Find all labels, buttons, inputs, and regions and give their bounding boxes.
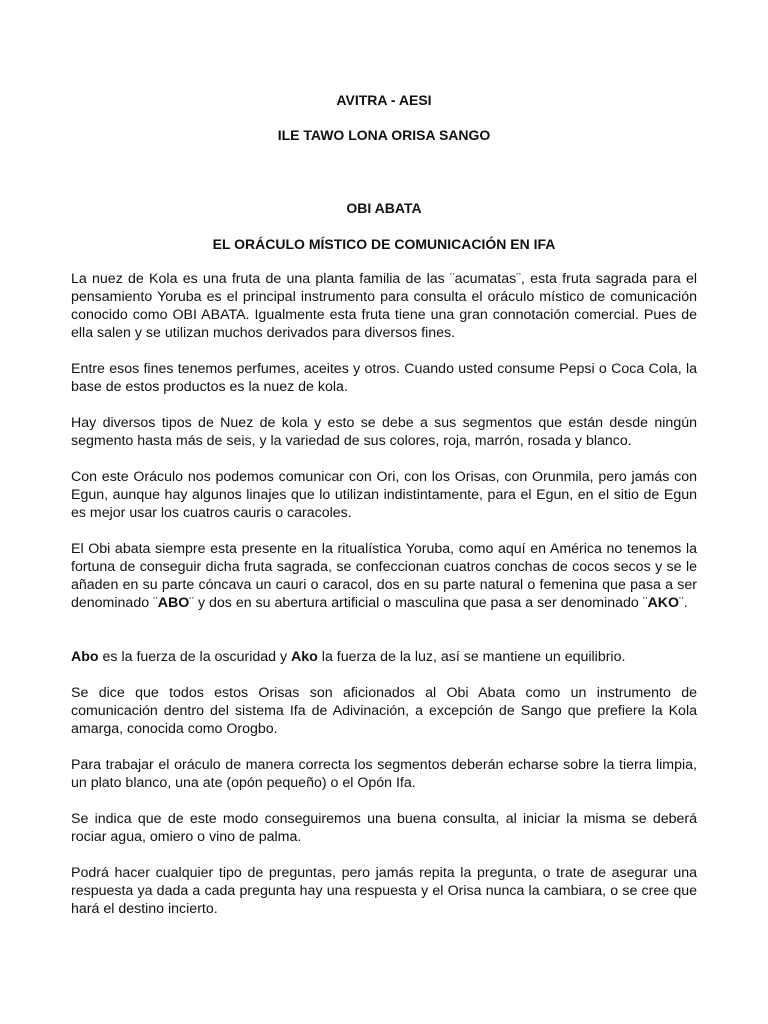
term-ako: Ako [291,649,318,665]
paragraph-text: la fuerza de la luz, así se mantiene un equilibrio. [317,649,626,665]
paragraph-text: es la fuerza de la oscuridad y [98,649,292,665]
paragraph-text: ¨. [679,595,688,611]
paragraph-kola-nut: La nuez de Kola es una fruta de una planta familia de las ¨acumatas¨, esta fruta sagrada para el pensamiento Yoruba es el principal instrumento para consulta el oráculo místico de comunicación conocido como OBI ABATA. Igualmente esta fruta tiene una gran connotación comercial. Pues de ella salen y se utilizan muchos derivados para diversos fines. [71,271,697,341]
paragraph-consultation: Se indica que de este modo conseguiremos una buena consulta, al iniciar la misma se deberá rociar agua, omiero o vino de palma. [71,811,697,845]
term-ako: AKO [647,595,680,611]
document-title: AVITRA - AESI [336,92,432,108]
paragraph-communication: Con este Oráculo nos podemos comunicar con Ori, con los Orisas, con Orunmila, pero jamás con Egun, aunque hay algunos linajes que lo utilizan indistintamente, para el Egun, en el sitio de Egun es mejor usar los cuatros cauris o caracoles. [71,469,697,521]
paragraph-text: ¨ y dos en su abertura artificial o masculina que pasa a ser denominado ¨ [189,595,648,611]
document-subtitle: ILE TAWO LONA ORISA SANGO [277,127,491,143]
section-subtitle: EL ORÁCULO MÍSTICO DE COMUNICACIÓN EN IFA [212,236,556,252]
paragraph-method: Para trabajar el oráculo de manera correcta los segmentos deberán echarse sobre la tierra limpia, un plato blanco, una ate (opón pequeño) o el Opón Ifa. [71,757,697,791]
paragraph-uses: Entre esos fines tenemos perfumes, aceites y otros. Cuando usted consume Pepsi o Coca Cola, la base de estos productos es la nuez de kola. [71,361,697,395]
term-abo: Abo [71,649,99,665]
paragraph-text: El Obi abata siempre esta presente en la ritualística Yoruba, como aquí en América no tenemos la fortuna de conseguir dicha fruta sagrada, se confeccionan cuatros conchas de cocos secos y se le añaden en su parte cóncava un cauri o caracol, dos en su parte natural o femenina que pasa a ser denominado ¨ [71,541,697,611]
paragraph-questions: Podrá hacer cualquier tipo de preguntas, pero jamás repita la pregunta, o trate de asegurar una respuesta ya dada a cada pregunta hay una respuesta y el Orisa nunca la cambiara, o se cree que hará el destino incierto. [71,865,697,917]
paragraph-abo-ako [71,648,697,666]
paragraph-obi-abata-ritual [71,540,697,612]
paragraph-orisas: Se dice que todos estos Orisas son aficionados al Obi Abata como un instrumento de comunicación dentro del sistema Ifa de Adivinación, a excepción de Sango que prefiere la Kola amarga, conocida como Orogbo. [71,685,697,737]
paragraph-types: Hay diversos tipos de Nuez de kola y esto se debe a sus segmentos que están desde ningún segmento hasta más de seis, y la variedad de sus colores, roja, marrón, rosada y blanco. [71,415,697,449]
term-abo: ABO [157,595,190,611]
section-title: OBI ABATA [346,200,422,216]
